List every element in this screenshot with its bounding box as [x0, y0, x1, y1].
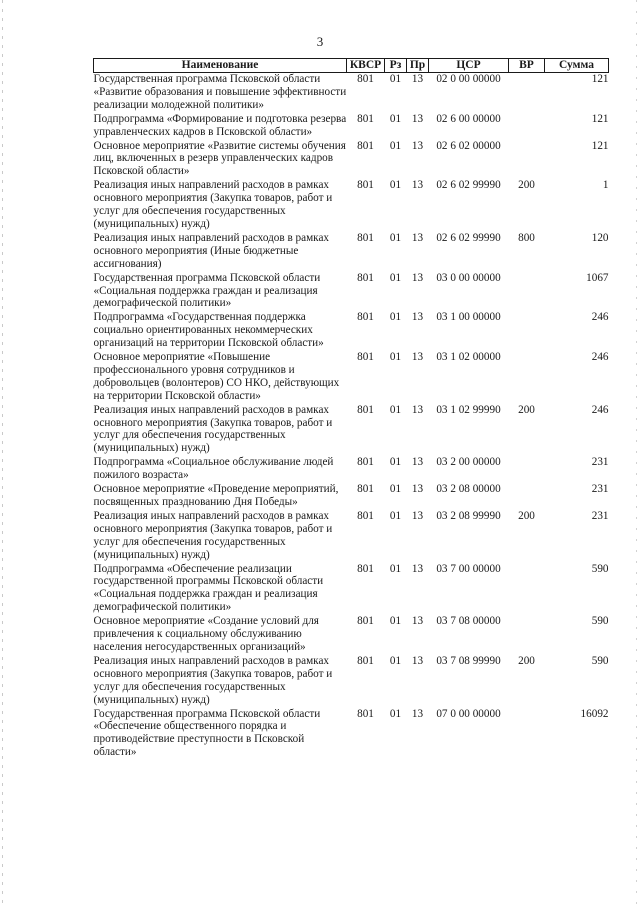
row-kvsr: 801: [357, 271, 374, 284]
row-name: Реализация иных направлений расходов в рамках основного мероприятия (Закупка товаров, работ и услуг для обеспечения государственных (муниципальных) нужд): [93, 509, 333, 561]
row-pr: 13: [411, 271, 424, 284]
row-name: Подпрограмма «Социальное обслуживание людей пожилого возраста»: [93, 456, 334, 482]
row-pr: 13: [411, 351, 424, 364]
row-pr: 13: [411, 403, 424, 416]
row-name: Основное мероприятие «Проведение мероприятий, посвященных празднованию Дня Победы»: [93, 483, 339, 508]
row-sum: 590: [591, 562, 609, 575]
row-name: Реализация иных направлений расходов в рамках основного мероприятия (Закупка товаров, работ и услуг для обеспечения государственных (муниципальных) нужд): [93, 403, 333, 455]
row-csr: 03 0 00 00000: [436, 271, 501, 284]
row-vr: [509, 615, 545, 655]
table-row: [94, 563, 609, 616]
row-kvsr: 801: [357, 509, 374, 522]
row-sum: 120: [591, 231, 609, 244]
header-pr: Пр: [407, 59, 429, 73]
row-rz: 01: [389, 179, 402, 192]
page-number: 3: [316, 34, 324, 49]
row-name: Подпрограмма «Государственная поддержка социально ориентированных некоммерческих организаций на территории Псковской области»: [93, 311, 324, 350]
row-csr: 03 7 00 00000: [436, 562, 501, 575]
row-rz: 01: [389, 73, 402, 85]
header-csr: ЦСР: [429, 59, 509, 73]
row-kvsr: 801: [357, 73, 374, 85]
row-kvsr: 801: [357, 351, 374, 364]
row-kvsr: 801: [357, 311, 374, 324]
table-row: [94, 179, 609, 232]
row-vr: 800: [518, 231, 535, 244]
row-rz: 01: [389, 139, 402, 152]
header-rz: Рз: [385, 59, 407, 73]
row-vr: [509, 708, 545, 761]
row-sum: 121: [591, 73, 609, 85]
row-kvsr: 801: [357, 231, 374, 244]
row-vr: [509, 351, 545, 404]
row-name: Подпрограмма «Формирование и подготовка резерва управленческих кадров в Псковской области»: [93, 112, 347, 138]
row-vr: 200: [518, 509, 535, 522]
row-kvsr: 801: [357, 112, 374, 125]
row-sum: 121: [591, 139, 609, 152]
row-name: Государственная программа Псковской области «Социальная поддержка граждан и реализация демографической политики»: [93, 271, 321, 310]
table-row: [94, 404, 609, 457]
row-kvsr: 801: [357, 654, 374, 667]
row-rz: 01: [389, 231, 402, 244]
row-csr: 03 1 02 99990: [436, 403, 501, 416]
row-name: Реализация иных направлений расходов в рамках основного мероприятия (Закупка товаров, работ и услуг для обеспечения государственных (муниципальных) нужд): [93, 179, 333, 230]
table-row: [94, 272, 609, 312]
row-csr: 02 6 00 00000: [436, 112, 501, 125]
row-csr: 03 1 02 00000: [436, 351, 501, 364]
row-kvsr: 801: [357, 483, 374, 496]
row-vr: [509, 73, 545, 113]
header-kvsr: КВСР: [347, 59, 385, 73]
row-name: Основное мероприятие «Создание условий для привлечения к социальному обслуживанию населения негосударственных организаций»: [93, 615, 319, 653]
row-name: Государственная программа Псковской области «Развитие образования и повышение эффективности реализации молодежной политики»: [93, 73, 347, 111]
row-sum: 231: [591, 509, 609, 522]
row-kvsr: 801: [357, 562, 374, 575]
row-sum: 16092: [580, 707, 609, 720]
table-row: [94, 113, 609, 140]
row-vr: [509, 113, 545, 140]
row-pr: 13: [411, 179, 424, 192]
row-csr: 02 6 02 00000: [436, 139, 501, 152]
row-sum: 1: [602, 179, 609, 192]
budget-table: [93, 58, 609, 760]
row-kvsr: 801: [357, 139, 374, 152]
row-rz: 01: [389, 562, 402, 575]
row-csr: 02 6 02 99990: [436, 179, 501, 192]
row-name: Подпрограмма «Обеспечение реализации государственной программы Псковской области «Социальная поддержка граждан и реализация демографической политики»: [93, 562, 324, 614]
row-sum: 121: [591, 112, 609, 125]
row-rz: 01: [389, 654, 402, 667]
table-row: [94, 73, 609, 113]
row-csr: 02 6 02 99990: [436, 231, 501, 244]
header-vr: ВР: [509, 59, 545, 73]
row-pr: 13: [411, 112, 424, 125]
table-row: [94, 140, 609, 180]
row-csr: 03 7 08 99990: [436, 654, 501, 667]
row-sum: 590: [591, 654, 609, 667]
row-csr: 03 1 00 00000: [436, 311, 501, 324]
row-vr: [509, 311, 545, 351]
row-pr: 13: [411, 231, 424, 244]
row-pr: 13: [411, 139, 424, 152]
row-rz: 01: [389, 707, 402, 720]
header-sum: Сумма: [545, 59, 609, 73]
row-rz: 01: [389, 112, 402, 125]
row-rz: 01: [389, 456, 402, 469]
row-sum: 246: [591, 403, 609, 416]
row-sum: 246: [591, 351, 609, 364]
row-csr: 02 0 00 00000: [436, 73, 501, 85]
row-rz: 01: [389, 311, 402, 324]
row-name: Основное мероприятие «Повышение профессионального уровня сотрудников и добровольцев (волонтеров) СО НКО, действующих на территории Псковской области»: [93, 351, 340, 402]
table-row: [94, 510, 609, 563]
row-kvsr: 801: [357, 179, 374, 192]
table-header: [94, 59, 609, 73]
row-pr: 13: [411, 73, 424, 85]
row-kvsr: 801: [357, 707, 374, 720]
row-pr: 13: [411, 654, 424, 667]
row-vr: [509, 563, 545, 616]
row-vr: 200: [518, 403, 535, 416]
row-name: Основное мероприятие «Развитие системы обучения лиц, включенных в резерв управленческих кадров Псковской области»: [93, 139, 346, 178]
row-kvsr: 801: [357, 615, 374, 628]
row-pr: 13: [411, 456, 424, 469]
row-name: Государственная программа Псковской области «Обеспечение общественного порядка и противодействие преступности в Псковской области»: [93, 707, 321, 759]
row-rz: 01: [389, 403, 402, 416]
table-row: [94, 655, 609, 708]
row-kvsr: 801: [357, 456, 374, 469]
row-sum: 1067: [586, 271, 609, 284]
row-vr: 200: [518, 654, 535, 667]
row-vr: [509, 140, 545, 180]
table-row: [94, 456, 609, 483]
row-pr: 13: [411, 562, 424, 575]
row-pr: 13: [411, 707, 424, 720]
header-name: Наименование: [94, 59, 347, 73]
row-rz: 01: [389, 271, 402, 284]
row-rz: 01: [389, 351, 402, 364]
row-rz: 01: [389, 483, 402, 496]
row-name: Реализация иных направлений расходов в рамках основного мероприятия (Иные бюджетные ассигнования): [93, 231, 330, 270]
table-body: [94, 73, 609, 761]
row-pr: 13: [411, 615, 424, 628]
row-vr: [509, 456, 545, 483]
table-row: [94, 232, 609, 272]
row-sum: 231: [591, 456, 609, 469]
scan-edge-left: [2, 0, 3, 905]
table-row: [94, 351, 609, 404]
row-vr: 200: [518, 179, 535, 192]
row-sum: 246: [591, 311, 609, 324]
row-rz: 01: [389, 615, 402, 628]
row-csr: 03 2 08 99990: [436, 509, 501, 522]
table-row: [94, 311, 609, 351]
row-csr: 07 0 00 00000: [436, 707, 501, 720]
row-kvsr: 801: [357, 403, 374, 416]
row-name: Реализация иных направлений расходов в рамках основного мероприятия (Закупка товаров, работ и услуг для обеспечения государственных (муниципальных) нужд): [93, 654, 333, 706]
scan-edge-right: [636, 0, 637, 905]
row-csr: 03 2 00 00000: [436, 456, 501, 469]
row-csr: 03 7 08 00000: [436, 615, 501, 628]
row-pr: 13: [411, 483, 424, 496]
table-row: [94, 483, 609, 510]
row-sum: 231: [591, 483, 609, 496]
table-row: [94, 708, 609, 761]
row-pr: 13: [411, 311, 424, 324]
row-pr: 13: [411, 509, 424, 522]
row-vr: [509, 483, 545, 510]
row-csr: 03 2 08 00000: [436, 483, 501, 496]
row-rz: 01: [389, 509, 402, 522]
table-row: [94, 615, 609, 655]
row-sum: 590: [591, 615, 609, 628]
row-vr: [509, 272, 545, 312]
